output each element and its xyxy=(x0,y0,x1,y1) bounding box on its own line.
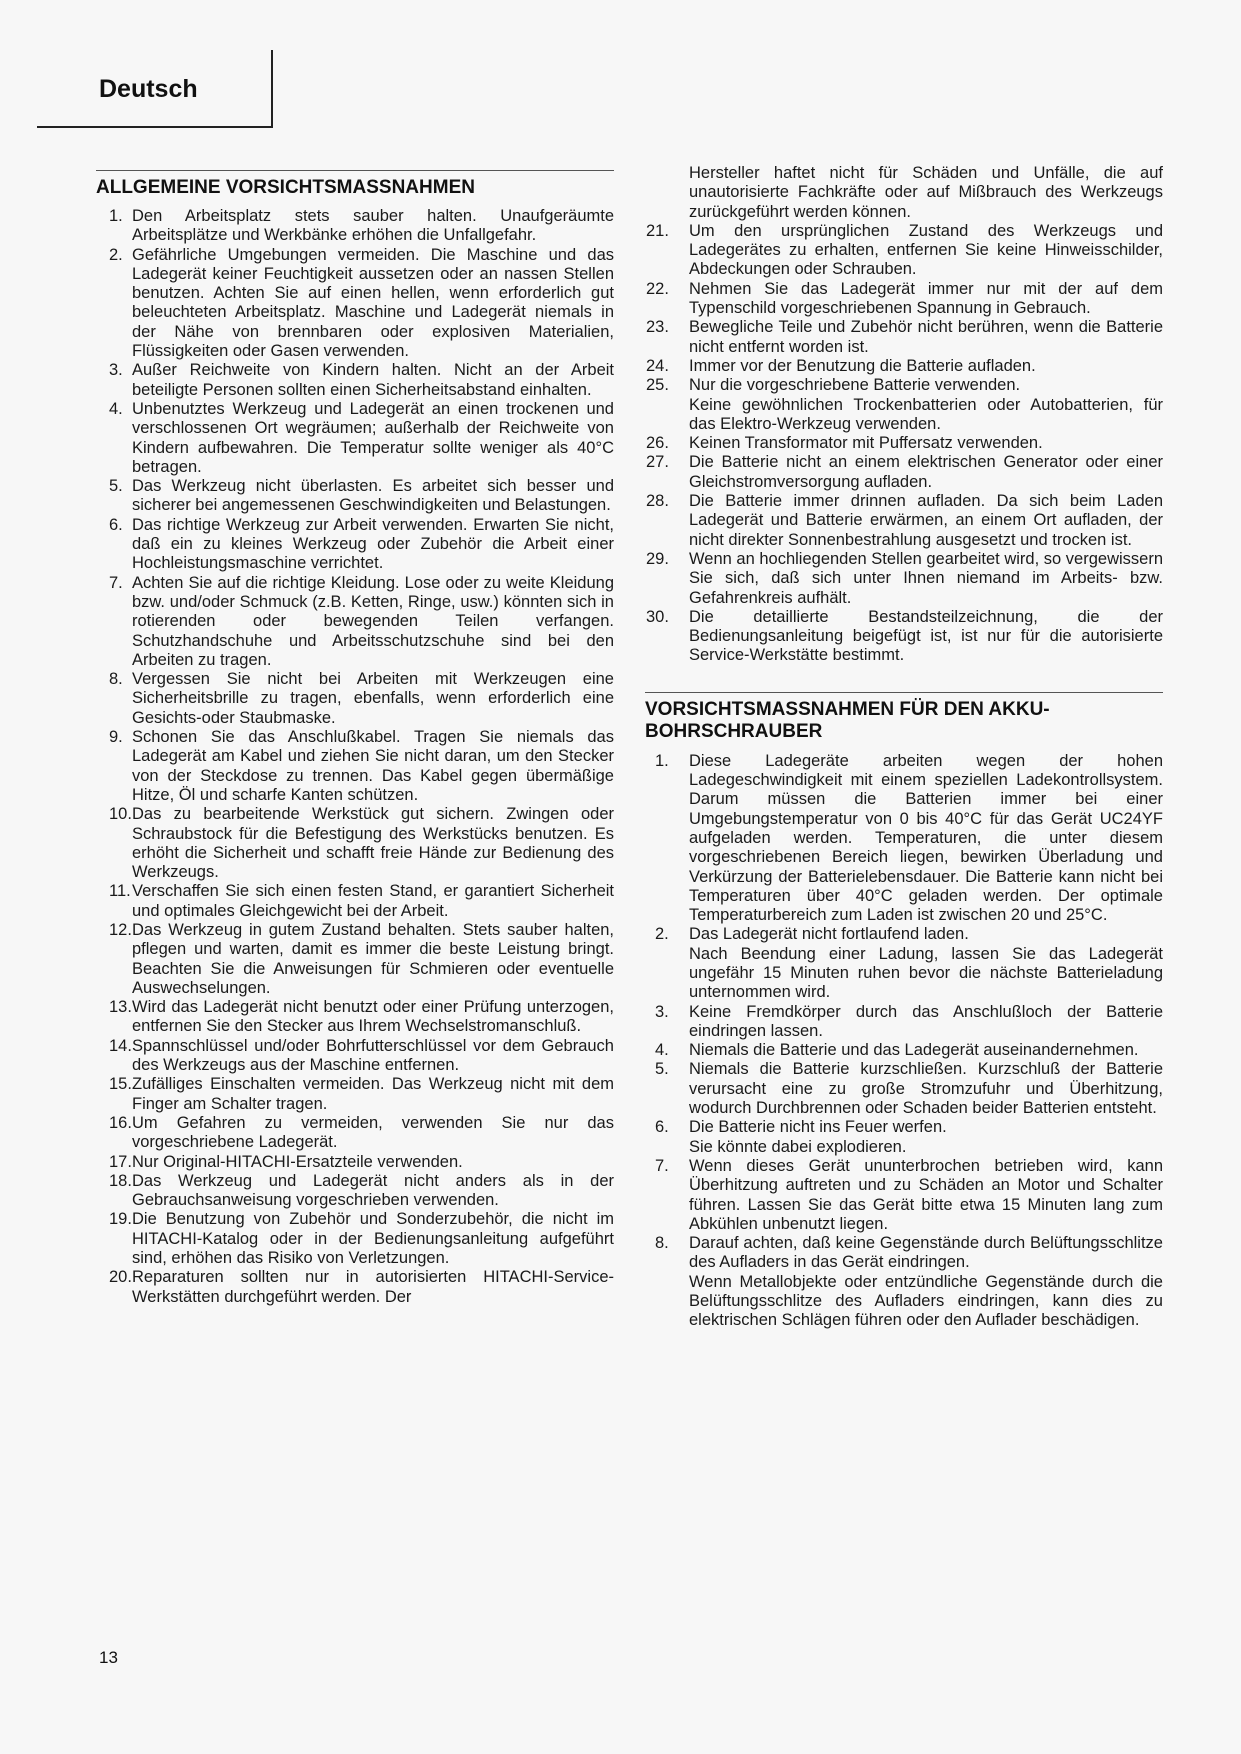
item-number: 8. xyxy=(109,670,123,689)
item-text: Wird das Ladegerät nicht benutzt oder einer Prüfung unterzogen, entfernen Sie den Stecker aus Ihrem Wechselstromanschluß. xyxy=(132,998,614,1036)
item-subtext: Sie könnte dabei explodieren. xyxy=(689,1137,907,1156)
item-text: Das Ladegerät nicht fortlaufend laden. xyxy=(689,925,969,944)
item-number: 7. xyxy=(655,1156,669,1175)
list-item xyxy=(645,1060,1163,1118)
item-number: 13. xyxy=(109,998,132,1017)
item-text: Das richtige Werkzeug zur Arbeit verwenden. Erwarten Sie nicht, daß ein zu kleines Werkzeug oder Zubehör die Arbeit einer Hochleistungsmaschine verrichtet. xyxy=(132,515,614,573)
item-text: Nur die vorgeschriebene Batterie verwenden. xyxy=(689,376,1021,395)
item-text: Wenn an hochliegenden Stellen gearbeitet wird, so vergewissern Sie sich, daß sich unter Ihnen niemand im Arbeits- bzw. Gefahrenkreis aufhält. xyxy=(689,549,1163,607)
item-number: 2. xyxy=(109,245,123,264)
item-text: Verschaffen Sie sich einen festen Stand, er garantiert Sicherheit und optimales Gleichgewicht bei der Arbeit. xyxy=(132,882,614,920)
right-column xyxy=(645,164,1163,1331)
item-subtext: Keine gewöhnlichen Trockenbatterien oder Autobatterien, für das Elektro-Werkzeug verwenden. xyxy=(689,395,1163,433)
item-text: Diese Ladegeräte arbeiten wegen der hohen Ladegeschwindigkeit mit einem speziellen Ladekontrollsystem. Darum müssen die Batterien immer bei einer Umgebungstemperatur von 0 bis 40°C für das Gerät UC24YF aufgeladen werden. Temperaturen, die unter diesem vorgeschriebenen Bereich liegen, bewirken Überladung und Verkürzung der Batterielebensdauer. Die Batterie kann nicht bei Temperaturen über 40°C geladen werden. Der optimale Temperaturbereich zum Laden ist zwischen 20 und 25°C. xyxy=(689,751,1163,925)
list-item xyxy=(96,516,614,574)
item-text: Gefährliche Umgebungen vermeiden. Die Maschine und das Ladegerät keiner Feuchtigkeit aussetzen oder an nassen Stellen benutzen. Achten Sie auf einen hellen, wenn erforderlich gut beleuchteten Arbeitsplatz. Maschine und Ladegerät niemals in der Nähe von brennbaren oder explosiven Materialien, Flüssigkeiten oder Gasen verwenden. xyxy=(132,245,614,361)
list-item xyxy=(96,998,614,1037)
list-item xyxy=(96,805,614,882)
list-item xyxy=(645,1003,1163,1042)
item-text: Die Batterie nicht ins Feuer werfen. xyxy=(689,1118,947,1137)
item-number: 24. xyxy=(646,356,669,375)
list-item xyxy=(645,453,1163,492)
list-item xyxy=(96,246,614,362)
item-number: 10. xyxy=(109,805,132,824)
item-text: Nehmen Sie das Ladegerät immer nur mit der auf dem Typenschild vorgeschriebenen Spannung in Gebrauch. xyxy=(689,279,1163,318)
general-precautions-list xyxy=(96,207,614,1307)
item-number: 21. xyxy=(646,221,669,240)
item-text: Unbenutztes Werkzeug und Ladegerät an einen trockenen und verschlossenen Ort wegräumen; außerhalb der Reichweite von Kindern aufbewahren. Die Temperatur sollte weniger als 40°C betragen. xyxy=(132,399,614,476)
list-item xyxy=(645,1041,1163,1060)
item-text: Zufälliges Einschalten vermeiden. Das Werkzeug nicht mit dem Finger am Schalter tragen. xyxy=(132,1075,614,1113)
item-text: Achten Sie auf die richtige Kleidung. Lose oder zu weite Kleidung bzw. und/oder Schmuck (z.B. Ketten, Ringe, usw.) könnten sich in rotierenden oder bewegenden Teilen verfangen. Schutzhandschuhe und Arbeitsschutzschuhe sind bei den Arbeiten zu tragen. xyxy=(132,573,614,669)
list-item xyxy=(645,608,1163,666)
item-number: 18. xyxy=(109,1171,132,1190)
item-number: 16. xyxy=(109,1113,132,1132)
item-text: Wenn dieses Gerät ununterbrochen betrieben wird, kann Überhitzung auftreten und zu Schäden an Motor und Schalter führen. Lassen Sie das Gerät bitte etwa 15 Minuten lang zum Abkühlen unbenutzt liegen. xyxy=(689,1156,1163,1233)
list-item xyxy=(96,882,614,921)
item-number: 28. xyxy=(646,492,669,511)
item-number: 9. xyxy=(109,728,123,747)
list-item xyxy=(645,357,1163,376)
item-number: 26. xyxy=(646,434,669,453)
item-text: Die detaillierte Bestandsteilzeichnung, die der Bedienungsanleitung beigefügt ist, ist nur für die autorisierte Service-Werkstätte bestimmt. xyxy=(689,607,1163,665)
list-item xyxy=(96,1114,614,1153)
item-text: Darauf achten, daß keine Gegenstände durch Belüftungsschlitze des Aufladers in das Gerät eindringen. xyxy=(689,1234,1163,1272)
item-number: 6. xyxy=(109,515,123,534)
item-text: Schonen Sie das Anschlußkabel. Tragen Sie niemals das Ladegerät am Kabel und ziehen Sie nicht daran, um den Stecker von der Steckdose zu trennen. Das Kabel gegen übermäßige Hitze, Öl und scharfe Kanten schützen. xyxy=(132,728,614,804)
list-item xyxy=(96,574,614,670)
item-number: 6. xyxy=(655,1118,669,1137)
item-text: Außer Reichweite von Kindern halten. Nicht an der Arbeit beteiligte Personen sollten einen Sicherheitsabstand einhalten. xyxy=(132,361,614,399)
item-text: Vergessen Sie nicht bei Arbeiten mit Werkzeugen eine Sicherheitsbrille zu tragen, ebenfalls, wenn erforderlich eine Gesichts-oder Staubmaske. xyxy=(132,670,614,727)
item-text: Das Werkzeug nicht überlasten. Es arbeitet sich besser und sicherer bei angemessenen Geschwindigkeiten und Belastungen. xyxy=(132,477,614,515)
item-number: 14. xyxy=(109,1036,132,1055)
item-text: Die Batterie nicht an einem elektrischen Generator oder einer Gleichstromversorgung aufladen. xyxy=(689,453,1163,491)
page-number: 13 xyxy=(99,1648,118,1667)
item-number: 23. xyxy=(646,318,669,337)
item-text: Keine Fremdkörper durch das Anschlußloch der Batterie eindringen lassen. xyxy=(689,1002,1163,1040)
item-number: 2. xyxy=(655,925,669,944)
item-number: 17. xyxy=(109,1152,132,1171)
item-number: 20. xyxy=(109,1268,132,1287)
general-precautions-list-continued xyxy=(645,222,1163,666)
item-number: 19. xyxy=(109,1210,132,1229)
item-number: 5. xyxy=(655,1060,669,1079)
list-item xyxy=(645,434,1163,453)
item-number: 3. xyxy=(109,361,123,380)
list-item xyxy=(645,925,1163,1002)
item-text: Immer vor der Benutzung die Batterie aufladen. xyxy=(689,356,1036,375)
item-text: Nur Original-HITACHI-Ersatzteile verwenden. xyxy=(132,1152,463,1171)
item-text: Das Werkzeug in gutem Zustand behalten. Stets sauber halten, pflegen und warten, damit es immer die beste Leistung bringt. Beachten Sie die Anweisungen für Schmieren oder eventuelle Auswechselungen. xyxy=(132,920,614,997)
list-item xyxy=(645,376,1163,434)
item-text: Spannschlüssel und/oder Bohrfutterschlüssel vor dem Gebrauch des Werkzeugs aus der Maschine entfernen. xyxy=(132,1036,614,1075)
item-text: Keinen Transformator mit Puffersatz verwenden. xyxy=(689,434,1043,453)
item-number: 3. xyxy=(655,1002,669,1021)
item-20-continuation: Hersteller haftet nicht für Schäden und Unfälle, die auf unautorisierte Fachkräfte oder auf Mißbrauch des Werkzeugs zurückgeführt werden können. xyxy=(689,164,1163,221)
item-number: 27. xyxy=(646,453,669,472)
item-number: 22. xyxy=(646,279,669,298)
item-text: Das zu bearbeitende Werkstück gut sichern. Zwingen oder Schraubstock für die Befestigung des Werkstücks benutzen. Es erhöht die Sicherheit und schafft freie Hände zur Bedienung des Werkzeugs. xyxy=(132,805,614,882)
item-number: 25. xyxy=(646,376,669,395)
list-item xyxy=(96,670,614,728)
section-heading-general: ALLGEMEINE VORSICHTSMASSNAHMEN xyxy=(96,170,614,199)
language-label: Deutsch xyxy=(99,75,198,103)
item-text: Reparaturen sollten nur in autorisierten HITACHI-Service-Werkstätten durchgeführt werden. Der xyxy=(132,1268,614,1306)
list-item xyxy=(96,921,614,998)
list-item xyxy=(645,318,1163,357)
item-text: Die Benutzung von Zubehör und Sonderzubehör, die nicht im HITACHI-Katalog oder in der Bedienungsanleitung aufgeführt sind, erhöhen das Risiko von Verletzungen. xyxy=(132,1210,614,1268)
list-item xyxy=(645,550,1163,608)
item-subtext: Nach Beendung einer Ladung, lassen Sie das Ladegerät ungefähr 15 Minuten ruhen bevor die nächste Batterieladung unternommen wird. xyxy=(689,944,1163,1002)
item-text: Um den ursprünglichen Zustand des Werkzeugs und Ladegerätes zu erhalten, entfernen Sie keine Hinweisschilder, Abdeckungen oder Schrauben. xyxy=(689,221,1163,279)
list-item xyxy=(96,1172,614,1211)
list-item xyxy=(645,222,1163,280)
item-number: 15. xyxy=(109,1075,132,1094)
item-subtext: Wenn Metallobjekte oder entzündliche Gegenstände durch die Belüftungsschlitze des Aufladers eindringen, kann dies zu elektrischen Schlägen führen oder den Auflader beschädigen. xyxy=(689,1272,1163,1330)
item-number: 7. xyxy=(109,573,123,592)
item-text: Den Arbeitsplatz stets sauber halten. Unaufgeräumte Arbeitsplätze und Werkbänke erhöhen die Unfallgefahr. xyxy=(132,207,614,245)
list-item xyxy=(96,361,614,400)
item-text: Die Batterie immer drinnen aufladen. Da sich beim Laden Ladegerät und Batterie erwärmen, an einem Ort aufladen, der nicht direkter Sonnenbestrahlung ausgesetzt und trocken ist. xyxy=(689,492,1163,549)
section-heading-drill: VORSICHTSMASSNAHMEN FÜR DEN AKKU-BOHRSCHRAUBER xyxy=(645,692,1163,743)
item-text: Das Werkzeug und Ladegerät nicht anders als in der Gebrauchsanweisung vorgeschrieben verwenden. xyxy=(132,1171,614,1210)
item-number: 1. xyxy=(655,751,669,770)
list-item xyxy=(96,1075,614,1114)
item-number: 12. xyxy=(109,920,132,939)
item-number: 11. xyxy=(109,882,131,901)
left-column xyxy=(96,170,614,1307)
item-number: 1. xyxy=(109,207,123,225)
list-item xyxy=(645,1157,1163,1234)
list-item xyxy=(96,1037,614,1076)
list-item xyxy=(645,280,1163,319)
item-number: 30. xyxy=(646,607,669,626)
item-text: Niemals die Batterie und das Ladegerät auseinandernehmen. xyxy=(689,1041,1139,1060)
list-item xyxy=(645,1234,1163,1330)
list-item xyxy=(96,728,614,805)
item-number: 8. xyxy=(655,1234,669,1253)
item-text: Bewegliche Teile und Zubehör nicht berühren, wenn die Batterie nicht entfernt worden ist. xyxy=(689,318,1163,356)
drill-precautions-list xyxy=(645,752,1163,1331)
item-number: 29. xyxy=(646,549,669,568)
list-item xyxy=(96,1153,614,1172)
item-number: 4. xyxy=(109,399,123,418)
list-item xyxy=(645,492,1163,550)
list-item xyxy=(645,1118,1163,1157)
list-item xyxy=(96,1268,614,1307)
item-text: Niemals die Batterie kurzschließen. Kurzschluß der Batterie verursacht eine zu große Stromzufuhr und Überhitzung, wodurch Durchbrennen oder Schaden beider Batterien entsteht. xyxy=(689,1060,1163,1118)
item-number: 5. xyxy=(109,477,123,496)
language-tab xyxy=(37,50,273,128)
list-item xyxy=(96,477,614,516)
item-number: 4. xyxy=(655,1041,669,1060)
list-item xyxy=(645,752,1163,926)
list-item xyxy=(96,207,614,246)
item-text: Um Gefahren zu vermeiden, verwenden Sie nur das vorgeschriebene Ladegerät. xyxy=(132,1113,614,1152)
list-item xyxy=(96,400,614,477)
list-item xyxy=(96,1210,614,1268)
